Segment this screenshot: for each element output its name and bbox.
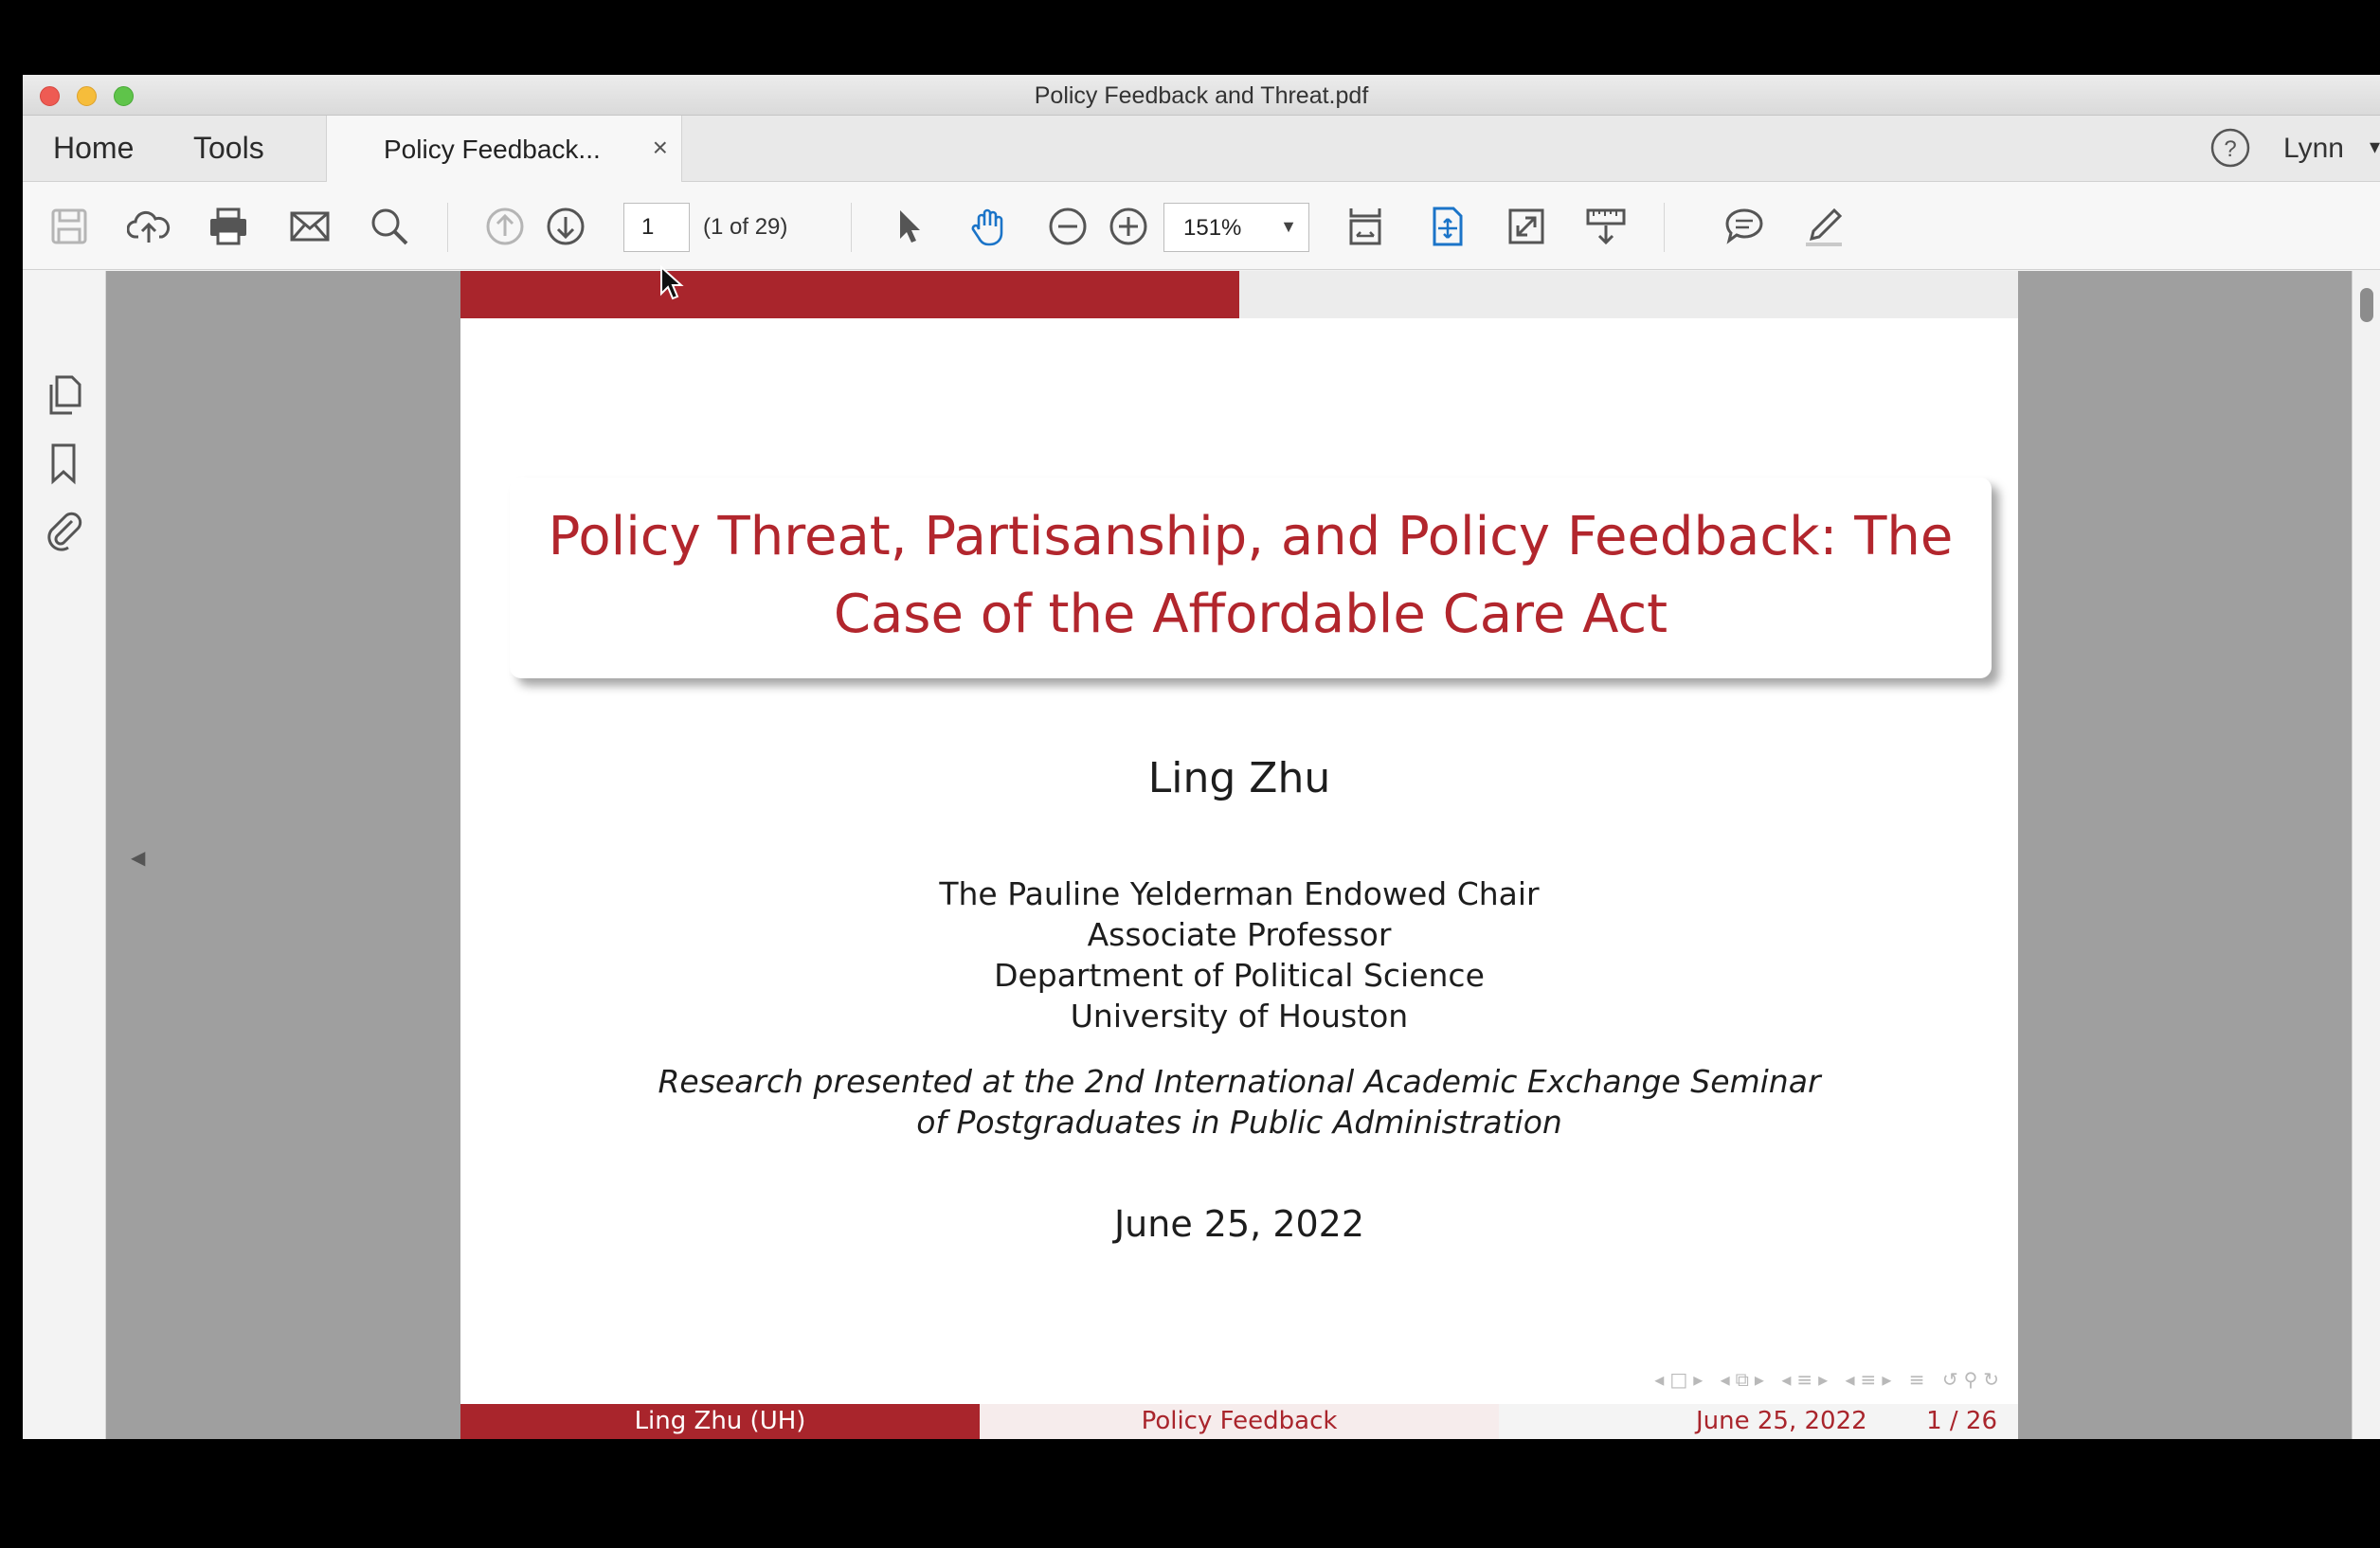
zoom-level-value: 151% bbox=[1183, 215, 1242, 241]
help-icon[interactable] bbox=[2209, 127, 2251, 169]
document-tab-label: Policy Feedback... bbox=[384, 135, 601, 164]
collapse-panel-arrow-icon[interactable]: ◀ bbox=[131, 848, 146, 869]
footer-author: Ling Zhu (UH) bbox=[460, 1404, 980, 1439]
tab-tools[interactable]: Tools bbox=[193, 131, 264, 165]
beamer-navigation-symbols-icon: ◂□▸ ◂⧉▸ ◂≡▸ ◂≡▸ ≡ ↺⚲↻ bbox=[1654, 1368, 2005, 1391]
affiliation-line: University of Houston bbox=[1070, 998, 1409, 1035]
tab-home[interactable]: Home bbox=[53, 131, 135, 165]
zoom-in-icon[interactable] bbox=[1107, 205, 1150, 248]
previous-page-icon[interactable] bbox=[483, 205, 527, 248]
select-tool-icon[interactable] bbox=[887, 205, 930, 248]
full-screen-icon[interactable] bbox=[1505, 205, 1548, 248]
svg-text:?: ? bbox=[2224, 136, 2237, 162]
user-menu-chevron-icon[interactable]: ▾ bbox=[2369, 135, 2380, 158]
toolbar bbox=[23, 182, 2380, 270]
slide-affiliation bbox=[460, 873, 2018, 1036]
acrobat-window bbox=[23, 75, 2380, 1439]
scrolling-mode-icon[interactable] bbox=[1343, 205, 1387, 248]
slide-header-bar-gray bbox=[1239, 271, 2018, 318]
slide-title-box bbox=[510, 477, 1992, 678]
slide-date: June 25, 2022 bbox=[1113, 1203, 1365, 1245]
mouse-pointer-icon bbox=[659, 265, 686, 303]
toolbar-divider bbox=[851, 203, 852, 252]
toolbar-divider bbox=[447, 203, 448, 252]
search-icon[interactable] bbox=[368, 205, 411, 248]
user-name[interactable]: Lynn bbox=[2283, 133, 2344, 164]
fit-page-icon[interactable] bbox=[1425, 205, 1469, 248]
tab-bar bbox=[23, 116, 2380, 182]
print-icon[interactable] bbox=[207, 205, 250, 248]
upload-cloud-icon[interactable] bbox=[127, 205, 171, 248]
hand-tool-icon[interactable] bbox=[966, 205, 1010, 248]
zoom-level-dropdown[interactable] bbox=[1163, 203, 1309, 252]
close-tab-icon[interactable]: × bbox=[652, 133, 668, 162]
pdf-page bbox=[460, 271, 2018, 1439]
attachment-paperclip-icon[interactable] bbox=[42, 508, 85, 551]
research-note-line: Research presented at the 2nd International Academic Exchange Seminar bbox=[658, 1063, 1821, 1100]
research-note-line: of Postgraduates in Public Administration bbox=[916, 1104, 1562, 1141]
footer-date: June 25, 2022 bbox=[1696, 1407, 1867, 1435]
slide-title-line: Policy Threat, Partisanship, and Policy Feedback: The bbox=[548, 506, 1954, 567]
read-mode-icon[interactable] bbox=[1584, 205, 1628, 248]
chevron-down-icon: ▼ bbox=[1280, 217, 1297, 236]
window-title: Policy Feedback and Threat.pdf bbox=[1034, 82, 1369, 109]
affiliation-line: Associate Professor bbox=[1087, 916, 1392, 953]
comment-icon[interactable] bbox=[1722, 205, 1766, 248]
tab-document[interactable] bbox=[326, 116, 682, 182]
slide-footer bbox=[460, 1404, 2018, 1439]
page-thumbnails-icon[interactable] bbox=[42, 373, 85, 417]
bookmark-icon[interactable] bbox=[42, 441, 85, 485]
footer-right bbox=[1499, 1404, 2018, 1439]
zoom-out-icon[interactable] bbox=[1046, 205, 1090, 248]
footer-short-title: Policy Feedback bbox=[980, 1404, 1499, 1439]
toolbar-divider bbox=[1664, 203, 1665, 252]
slide-header-bar-red bbox=[460, 271, 1239, 318]
vertical-scrollbar[interactable] bbox=[2352, 271, 2380, 1439]
slide-author: Ling Zhu bbox=[1147, 754, 1331, 802]
highlight-pen-icon[interactable] bbox=[1802, 205, 1846, 248]
affiliation-line: The Pauline Yelderman Endowed Chair bbox=[939, 875, 1540, 912]
affiliation-line: Department of Political Science bbox=[994, 957, 1485, 994]
document-viewer[interactable] bbox=[106, 271, 2380, 1439]
scrollbar-thumb[interactable] bbox=[2360, 288, 2373, 322]
slide-research-note bbox=[460, 1061, 2018, 1143]
left-navigation-rail bbox=[23, 271, 106, 1439]
save-icon[interactable] bbox=[47, 205, 91, 248]
slide-title-line: Case of the Affordable Care Act bbox=[833, 584, 1668, 645]
page-count: (1 of 29) bbox=[703, 214, 788, 240]
page-number-input[interactable] bbox=[623, 203, 690, 252]
email-icon[interactable] bbox=[288, 205, 332, 248]
next-page-icon[interactable] bbox=[544, 205, 587, 248]
footer-page-number: 1 / 26 bbox=[1926, 1407, 1997, 1435]
title-bar bbox=[23, 75, 2380, 116]
slide-title bbox=[510, 498, 1992, 654]
